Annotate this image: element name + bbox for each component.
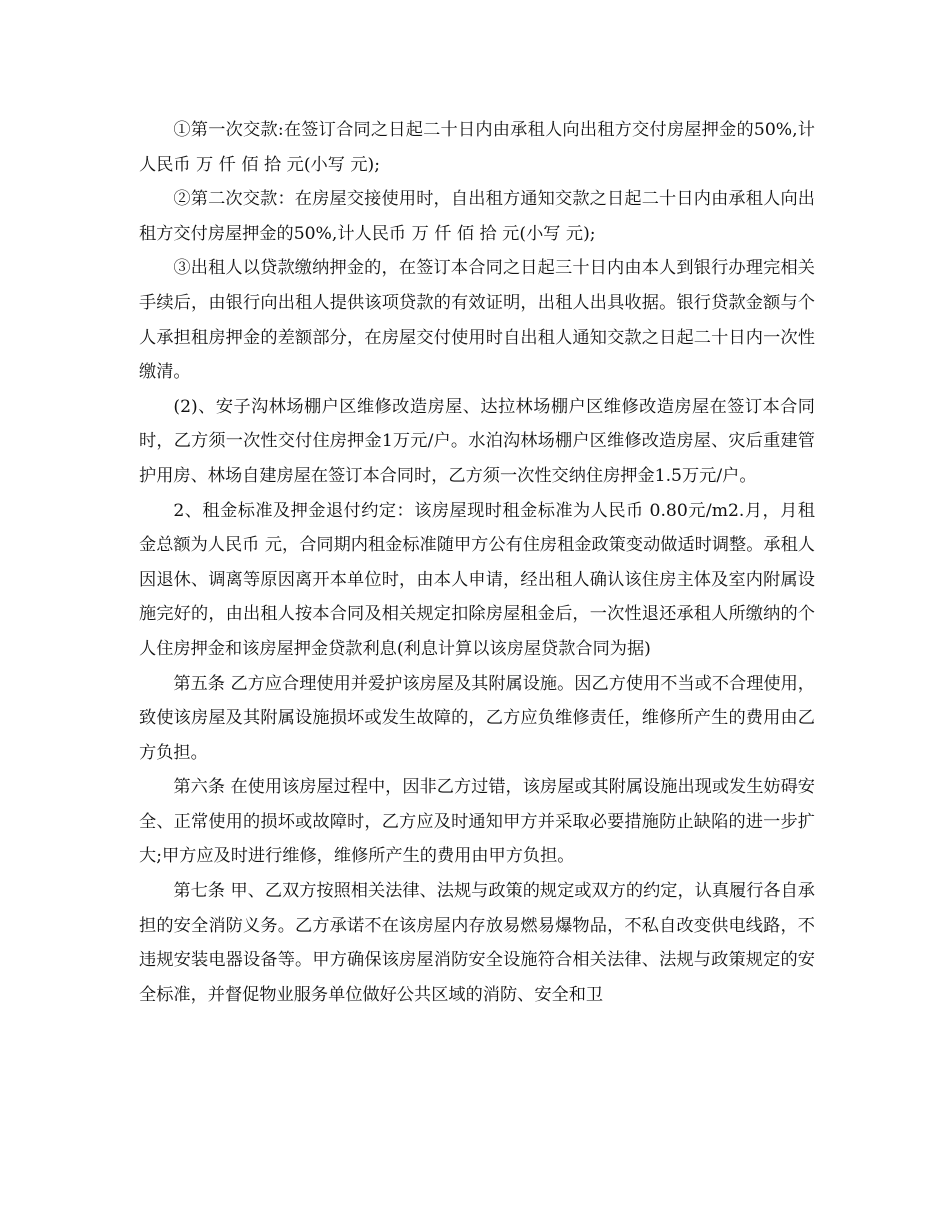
paragraph-rent-standard: 2、租金标准及押金退付约定：该房屋现时租金标准为人民币 0.80元/m2.月，月租金总额为人民币 元，合同期内租金标准随甲方公有住房租金政策变动做适时调整。承租人因退休、调离等原因离开本单位时，由本人申请，经出租人确认该住房主体及室内附属设施完好的，由出租人按本合同及相关规定扣除房屋租金后，一次性退还承租人所缴纳的个人住房押金和该房屋押金贷款利息(利息计算以该房屋贷款合同为据) (139, 500, 815, 659)
paragraph-loan-deposit: ③出租人以贷款缴纳押金的，在签订本合同之日起三十日内由本人到银行办理完相关手续后，由银行向出租人提供该项贷款的有效证明，出租人出具收据。银行贷款金额与个人承担租房押金的差额部分，在房屋交付使用时自出租人通知交款之日起二十日内一次性缴清。 (139, 258, 815, 383)
paragraph-forest-housing-deposit: (2)、安子沟林场棚户区维修改造房屋、达拉林场棚户区维修改造房屋在签订本合同时，乙方须一次性交付住房押金1万元/户。水泊沟林场棚户区维修改造房屋、灾后重建管护用房、林场自建房屋在签订本合同时，乙方须一次性交纳住房押金1.5万元/户。 (139, 396, 815, 486)
paragraph-first-payment: ①第一次交款:在签订合同之日起二十日内由承租人向出租方交付房屋押金的50%,计人民币 万 仟 佰 拾 元(小写 元); (139, 120, 815, 175)
paragraph-article-7: 第七条 甲、乙双方按照相关法律、法规与政策的规定或双方的约定，认真履行各自承担的安全消防义务。乙方承诺不在该房屋内存放易燃易爆物品，不私自改变供电线路，不违规安装电器设备等。甲方确保该房屋消防安全设施符合相关法律、法规与政策规定的安全标准，并督促物业服务单位做好公共区域的消防、安全和卫 (139, 881, 815, 1005)
paragraph-article-5: 第五条 乙方应合理使用并爱护该房屋及其附属设施。因乙方使用不当或不合理使用，致使该房屋及其附属设施损坏或发生故障的，乙方应负维修责任，维修所产生的费用由乙方负担。 (139, 673, 815, 763)
document-body (139, 113, 815, 1012)
paragraph-article-6: 第六条 在使用该房屋过程中，因非乙方过错，该房屋或其附属设施出现或发生妨碍安全、正常使用的损坏或故障时，乙方应及时通知甲方并采取必要措施防止缺陷的进一步扩大;甲方应及时进行维修，维修所产生的费用由甲方负担。 (139, 777, 815, 867)
paragraph-second-payment: ②第二次交款：在房屋交接使用时，自出租方通知交款之日起二十日内由承租人向出租方交付房屋押金的50%,计人民币 万 仟 佰 拾 元(小写 元); (139, 189, 815, 244)
